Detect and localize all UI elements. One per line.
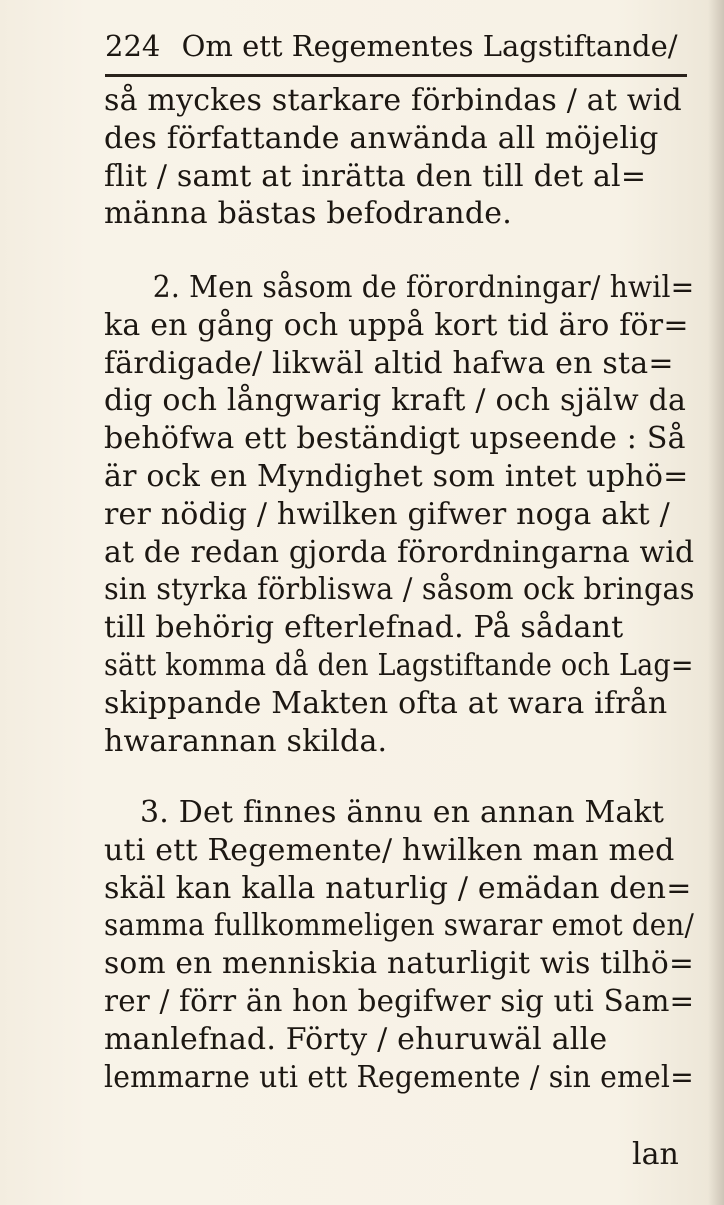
text-line: dig och långwarig kraft / och själw da	[104, 383, 687, 419]
running-title: Om ett Regementes Lagstiftande/	[181, 29, 678, 63]
page-number: 224	[105, 29, 161, 63]
text-line: lemmarne uti ett Regemente / sin emel=	[104, 1059, 694, 1095]
text-line: sin styrka förbliswa / såsom ock bringas	[104, 572, 695, 608]
paragraph-2	[104, 269, 694, 760]
paragraph-1	[104, 82, 694, 233]
text-line: 2. Men såsom de förordningar/ hwil=	[152, 270, 695, 305]
text-line: flit / samt at inrätta den till det al=	[104, 158, 647, 194]
text-line: som en menniskia naturligit wis tilhö=	[104, 946, 694, 982]
text-line: at de redan gjorda förordningarna wid	[104, 534, 695, 570]
text-line: uti ett Regemente/ hwilken man med	[104, 832, 675, 868]
text-line: sätt komma då den Lagstiftande och Lag=	[104, 647, 694, 683]
text-line: rer nödig / hwilken gifwer noga akt /	[104, 496, 670, 532]
text-line: behöfwa ett beständigt upseende : Så	[104, 421, 686, 457]
text-line: så myckes starkare förbindas / at wid	[104, 83, 682, 118]
text-line: samma fullkommeligen swarar emot den/	[104, 908, 694, 944]
text-line: des författande anwända all möjelig	[104, 120, 659, 156]
text-line: 3. Det finnes ännu en annan Makt	[140, 795, 665, 830]
text-line: ka en gång och uppå kort tid äro för=	[104, 307, 689, 343]
header-rule	[105, 74, 687, 77]
text-line: skäl kan kalla naturlig / emädan den=	[104, 870, 692, 906]
running-header	[105, 26, 685, 66]
text-line: är ock en Myndighet som intet uphö=	[104, 458, 689, 494]
text-line: färdigade/ likwäl altid hafwa en sta=	[104, 345, 674, 381]
text-line: männa bästas befodrande.	[104, 196, 512, 232]
text-line: till behörig efterlefnad. På sådant	[104, 610, 624, 646]
text-line: rer / förr än hon begifwer sig uti Sam=	[104, 983, 695, 1019]
paragraph-3	[104, 794, 694, 1096]
text-line: hwarannan skilda.	[104, 723, 388, 759]
text-line: manlefnad. Förty / ehuruwäl alle	[104, 1021, 608, 1057]
catchword: lan	[632, 1137, 679, 1172]
page-edge-shadow	[708, 0, 724, 1205]
text-line: skippande Makten ofta at wara ifrån	[104, 685, 668, 721]
